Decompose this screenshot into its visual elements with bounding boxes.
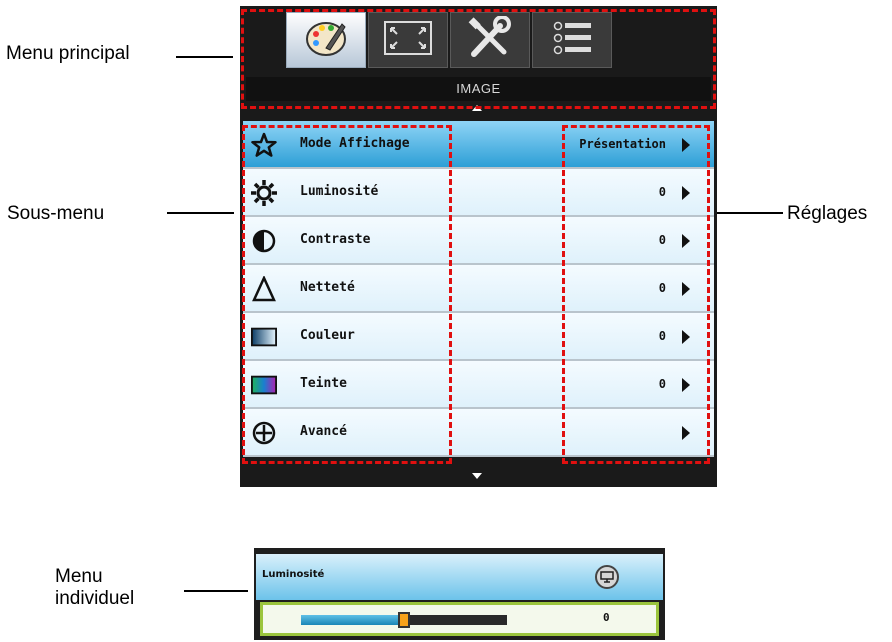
- row-label: Luminosité: [300, 184, 379, 199]
- row-value: 0: [658, 377, 666, 391]
- highlight-main-menu: [241, 9, 716, 109]
- individual-menu-value: 0: [603, 611, 610, 624]
- individual-menu-body: [260, 602, 659, 636]
- leader-line-menu-individuel: [184, 590, 248, 592]
- callout-menu-individuel-line2: individuel: [55, 588, 135, 609]
- osd-main-menu: [240, 6, 717, 487]
- brightness-slider[interactable]: [301, 615, 507, 625]
- individual-menu-header: [256, 554, 663, 600]
- callout-menu-principal: Menu principal: [6, 43, 130, 64]
- menu-header-title: IMAGE: [246, 77, 711, 101]
- leader-line-sous-menu: [167, 212, 234, 214]
- slider-fill: [301, 615, 404, 625]
- row-value: 0: [658, 329, 666, 343]
- row-label: Netteté: [300, 280, 355, 295]
- individual-menu-title: Luminosité: [262, 569, 325, 580]
- individual-menu-panel: [254, 548, 665, 640]
- callout-reglages: Réglages: [787, 203, 868, 224]
- row-label: Contraste: [300, 232, 371, 247]
- row-label: Couleur: [300, 328, 355, 343]
- row-value: 0: [658, 281, 666, 295]
- slider-knob[interactable]: [398, 612, 410, 628]
- scroll-down-arrow-icon[interactable]: [472, 473, 482, 479]
- row-label: Mode Affichage: [300, 136, 410, 151]
- row-value: Présentation: [579, 137, 666, 151]
- leader-line-menu-principal: [176, 56, 233, 58]
- monitor-icon[interactable]: [595, 565, 619, 589]
- row-label: Avancé: [300, 424, 347, 439]
- row-value: 0: [658, 233, 666, 247]
- row-label: Teinte: [300, 376, 347, 391]
- callout-sous-menu: Sous-menu: [7, 203, 105, 224]
- highlight-submenu: [242, 125, 452, 464]
- row-value: 0: [658, 185, 666, 199]
- leader-line-reglages: [706, 212, 783, 214]
- highlight-settings: [562, 125, 710, 464]
- callout-menu-individuel-line1: Menu: [55, 566, 103, 587]
